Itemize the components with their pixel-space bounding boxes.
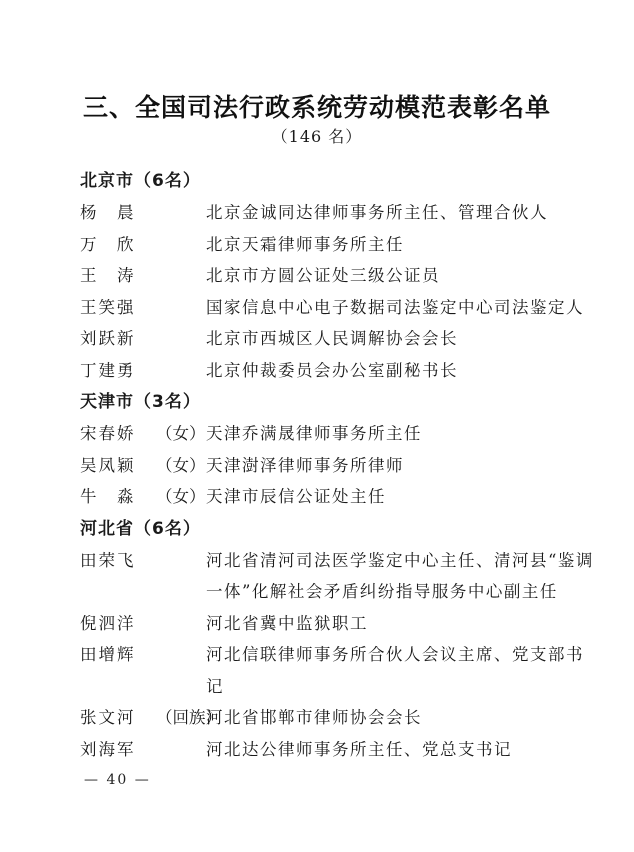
- column-spacer: [156, 639, 206, 702]
- list-item: [80, 639, 600, 702]
- list-item: [80, 481, 600, 513]
- person-description: 北京天霜律师事务所主任: [206, 234, 404, 254]
- person-note: （女）: [156, 455, 206, 475]
- page-subtitle: （146 名）: [271, 127, 363, 146]
- person-name: 丁建勇: [80, 360, 136, 380]
- list-item: [80, 292, 600, 324]
- list-item: [80, 260, 600, 292]
- person-description: 河北省邯郸市律师协会会长: [206, 708, 422, 727]
- person-name: 刘跃新: [80, 329, 136, 348]
- person-name: 张文河: [80, 708, 136, 727]
- region-heading: 河北省（6名）: [80, 518, 201, 539]
- person-name: 刘海军: [80, 739, 136, 759]
- person-description: 天津市辰信公证处主任: [206, 487, 386, 506]
- person-name: 宋春娇: [80, 424, 136, 443]
- person-description: 天津乔满晟律师事务所主任: [206, 424, 422, 443]
- person-description: 河北信联律师事务所合伙人会议主席、党支部书记: [206, 645, 584, 696]
- person-description: 河北省冀中监狱职工: [206, 613, 368, 633]
- column-spacer: [156, 260, 206, 292]
- column-spacer: [156, 292, 206, 324]
- list-item: [80, 450, 600, 482]
- person-name: 田增辉: [80, 645, 136, 664]
- list-item: [80, 355, 600, 387]
- person-note: （女）: [156, 487, 206, 506]
- column-spacer: [156, 355, 206, 387]
- person-description: 国家信息中心电子数据司法鉴定中心司法鉴定人: [206, 297, 584, 317]
- person-name: 杨 晨: [80, 203, 136, 222]
- person-name: 吴凤颖: [80, 455, 136, 475]
- region-heading: 天津市（3名）: [80, 392, 201, 412]
- person-description: 北京市方圆公证处三级公证员: [206, 266, 440, 285]
- column-spacer: [156, 197, 206, 229]
- list-item: [80, 229, 600, 261]
- person-name: 万 欣: [80, 234, 136, 254]
- list-item: [80, 608, 600, 640]
- column-spacer: [156, 323, 206, 355]
- person-note: （女）: [156, 424, 206, 443]
- honoree-list: [80, 165, 600, 765]
- person-note: （回族）: [156, 708, 222, 727]
- column-spacer: [156, 608, 206, 640]
- column-spacer: [156, 229, 206, 261]
- page-title: 三、全国司法行政系统劳动模范表彰名单: [82, 93, 551, 122]
- person-description: 北京金诚同达律师事务所主任、管理合伙人: [206, 203, 548, 222]
- list-item: [80, 323, 600, 355]
- person-description: 北京市西城区人民调解协会会长: [206, 329, 458, 348]
- column-spacer: [156, 545, 206, 608]
- person-name: 牛 淼: [80, 487, 136, 506]
- region-heading: 北京市（6名）: [80, 171, 201, 191]
- list-item: [80, 418, 600, 450]
- person-description: 河北达公律师事务所主任、党总支书记: [206, 739, 512, 759]
- column-spacer: [156, 734, 206, 766]
- person-description: 北京仲裁委员会办公室副秘书长: [206, 360, 458, 380]
- list-item: [80, 197, 600, 229]
- list-item: [80, 545, 600, 608]
- list-item: [80, 734, 600, 766]
- person-name: 王 涛: [80, 266, 136, 285]
- person-description: 天津澍泽律师事务所律师: [206, 455, 404, 475]
- page-number: — 40 —: [84, 772, 151, 788]
- person-name: 倪泗洋: [80, 613, 136, 633]
- list-item: [80, 702, 600, 734]
- person-name: 田荣飞: [80, 550, 136, 570]
- person-name: 王笑强: [80, 297, 136, 317]
- person-description: 河北省清河司法医学鉴定中心主任、清河县“鉴调一体”化解社会矛盾纠纷指导服务中心副主任: [206, 550, 594, 601]
